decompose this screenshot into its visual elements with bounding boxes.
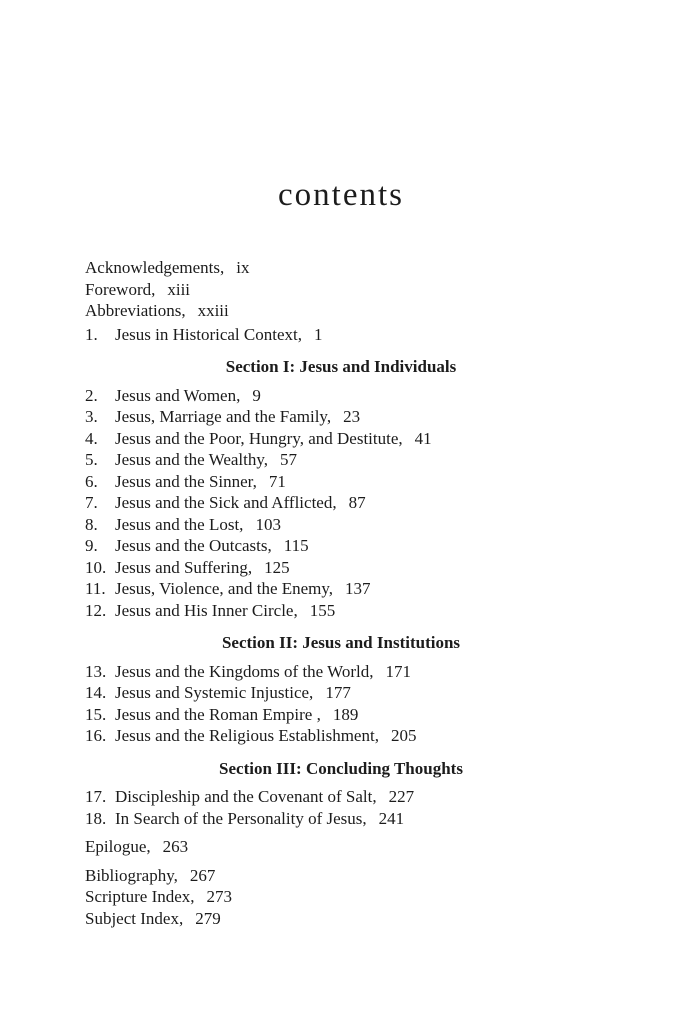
chapter-title: Discipleship and the Covenant of Salt,: [115, 787, 377, 806]
chapter-page-number: 189: [332, 704, 359, 724]
chapter-title: Jesus and the Wealthy,: [115, 450, 269, 469]
chapter-page-number: 137: [345, 579, 371, 598]
chapter-title: Jesus and the Lost,: [115, 514, 244, 534]
toc-chapter-entry: [0, 557, 682, 579]
toc-chapter-entry: [0, 324, 682, 346]
toc-chapter-entry: [0, 682, 682, 704]
toc-epilogue-entry: [0, 836, 682, 858]
chapter-page-number: 71: [268, 471, 286, 491]
chapter-page-number: 171: [385, 661, 411, 681]
chapter-title: In Search of the Personality of Jesus,: [115, 808, 367, 828]
toc-front-matter-entry: [0, 300, 682, 322]
toc-chapter-entry: [0, 428, 682, 450]
toc-back-matter-entry: [0, 886, 682, 908]
toc-chapter-entry: [0, 704, 682, 726]
toc-front-matter-entry: [0, 257, 682, 279]
entry-page-number: 273: [206, 887, 233, 906]
toc-chapter-entry: [0, 385, 682, 407]
toc-chapter-entry: [0, 514, 682, 536]
chapter-number: 14.: [85, 683, 107, 702]
entry-title: Acknowledgements,: [85, 258, 225, 277]
chapter-title: Jesus and Suffering,: [115, 557, 253, 577]
chapter-number: 17.: [85, 787, 107, 806]
chapter-page-number: 41: [414, 428, 432, 448]
entry-title: Bibliography,: [85, 865, 178, 885]
chapter-number: 11.: [85, 579, 106, 598]
chapter-title: Jesus in Historical Context,: [115, 324, 302, 344]
chapter-title: Jesus, Marriage and the Family,: [115, 407, 332, 426]
chapter-number: 16.: [85, 726, 107, 745]
toc-chapter-entry: [0, 535, 682, 557]
chapter-number: 12.: [85, 600, 107, 620]
chapter-page-number: 9: [252, 385, 261, 405]
chapter-number: 15.: [85, 704, 107, 724]
toc-back-matter-entry: [0, 865, 682, 887]
entry-title: Epilogue,: [85, 837, 151, 856]
entry-page-number: 263: [162, 837, 189, 856]
chapter-page-number: 23: [343, 407, 361, 426]
chapter-title: Jesus, Violence, and the Enemy,: [115, 579, 334, 598]
chapter-title: Jesus and His Inner Circle,: [115, 600, 298, 620]
chapter-number: 9.: [85, 536, 98, 555]
toc-chapter-entry: [0, 471, 682, 493]
section-heading: Section III: Concluding Thoughts: [219, 758, 463, 778]
entry-page-number: xiii: [167, 279, 191, 299]
toc-chapter-entry: [0, 786, 682, 808]
toc-chapter-entry: [0, 578, 682, 600]
chapter-number: 7.: [85, 493, 98, 512]
chapter-title: Jesus and the Roman Empire ,: [115, 704, 321, 724]
chapter-title: Jesus and Women,: [115, 385, 241, 405]
entry-title: Scripture Index,: [85, 887, 195, 906]
chapter-number: 5.: [85, 450, 98, 469]
chapter-page-number: 115: [283, 536, 309, 555]
chapter-number: 10.: [85, 557, 107, 577]
chapter-title: Jesus and Systemic Injustice,: [115, 683, 314, 702]
chapter-number: 18.: [85, 808, 107, 828]
section-heading: Section I: Jesus and Individuals: [225, 357, 457, 376]
chapter-number: 2.: [85, 385, 98, 405]
toc-chapter-entry: [0, 406, 682, 428]
chapter-number: 13.: [85, 661, 107, 681]
chapter-page-number: 1: [313, 324, 323, 344]
toc-chapter-entry: [0, 661, 682, 683]
entry-title: Abbreviations,: [85, 301, 186, 320]
toc-chapter-entry: [0, 600, 682, 622]
page-title: contents: [278, 177, 404, 213]
chapter-title: Jesus and the Outcasts,: [115, 536, 272, 555]
chapter-title: Jesus and the Sinner,: [115, 471, 257, 491]
chapter-number: 4.: [85, 428, 98, 448]
chapter-page-number: 103: [255, 514, 281, 534]
chapter-number: 6.: [85, 471, 98, 491]
chapter-title: Jesus and the Sick and Afflicted,: [115, 493, 337, 512]
chapter-page-number: 57: [280, 450, 298, 469]
entry-page-number: ix: [236, 258, 250, 277]
chapter-title: Jesus and the Religious Establishment,: [115, 726, 379, 745]
chapter-page-number: 205: [390, 726, 417, 745]
toc-chapter-entry: [0, 808, 682, 830]
toc-chapter-entry: [0, 492, 682, 514]
section-heading: Section II: Jesus and Institutions: [221, 633, 461, 652]
entry-page-number: 267: [189, 865, 216, 885]
entry-page-number: xxiii: [197, 301, 229, 320]
chapter-page-number: 241: [378, 808, 405, 828]
chapter-number: 8.: [85, 514, 98, 534]
chapter-number: 3.: [85, 407, 98, 426]
chapter-title: Jesus and the Kingdoms of the World,: [115, 661, 374, 681]
toc-chapter-entry: [0, 449, 682, 471]
toc-back-matter-entry: [0, 908, 682, 930]
entry-title: Subject Index,: [85, 908, 184, 928]
chapter-page-number: 227: [388, 787, 415, 806]
entry-page-number: 279: [195, 908, 221, 928]
chapter-title: Jesus and the Poor, Hungry, and Destitute,: [115, 428, 403, 448]
toc-front-matter-entry: [0, 279, 682, 301]
chapter-page-number: 155: [309, 600, 336, 620]
chapter-page-number: 87: [348, 493, 366, 512]
entry-title: Foreword,: [85, 279, 156, 299]
chapter-number: 1.: [85, 324, 98, 344]
toc-list: [0, 257, 682, 929]
toc-chapter-entry: [0, 725, 682, 747]
chapter-page-number: 125: [264, 557, 290, 577]
chapter-page-number: 177: [325, 683, 351, 702]
